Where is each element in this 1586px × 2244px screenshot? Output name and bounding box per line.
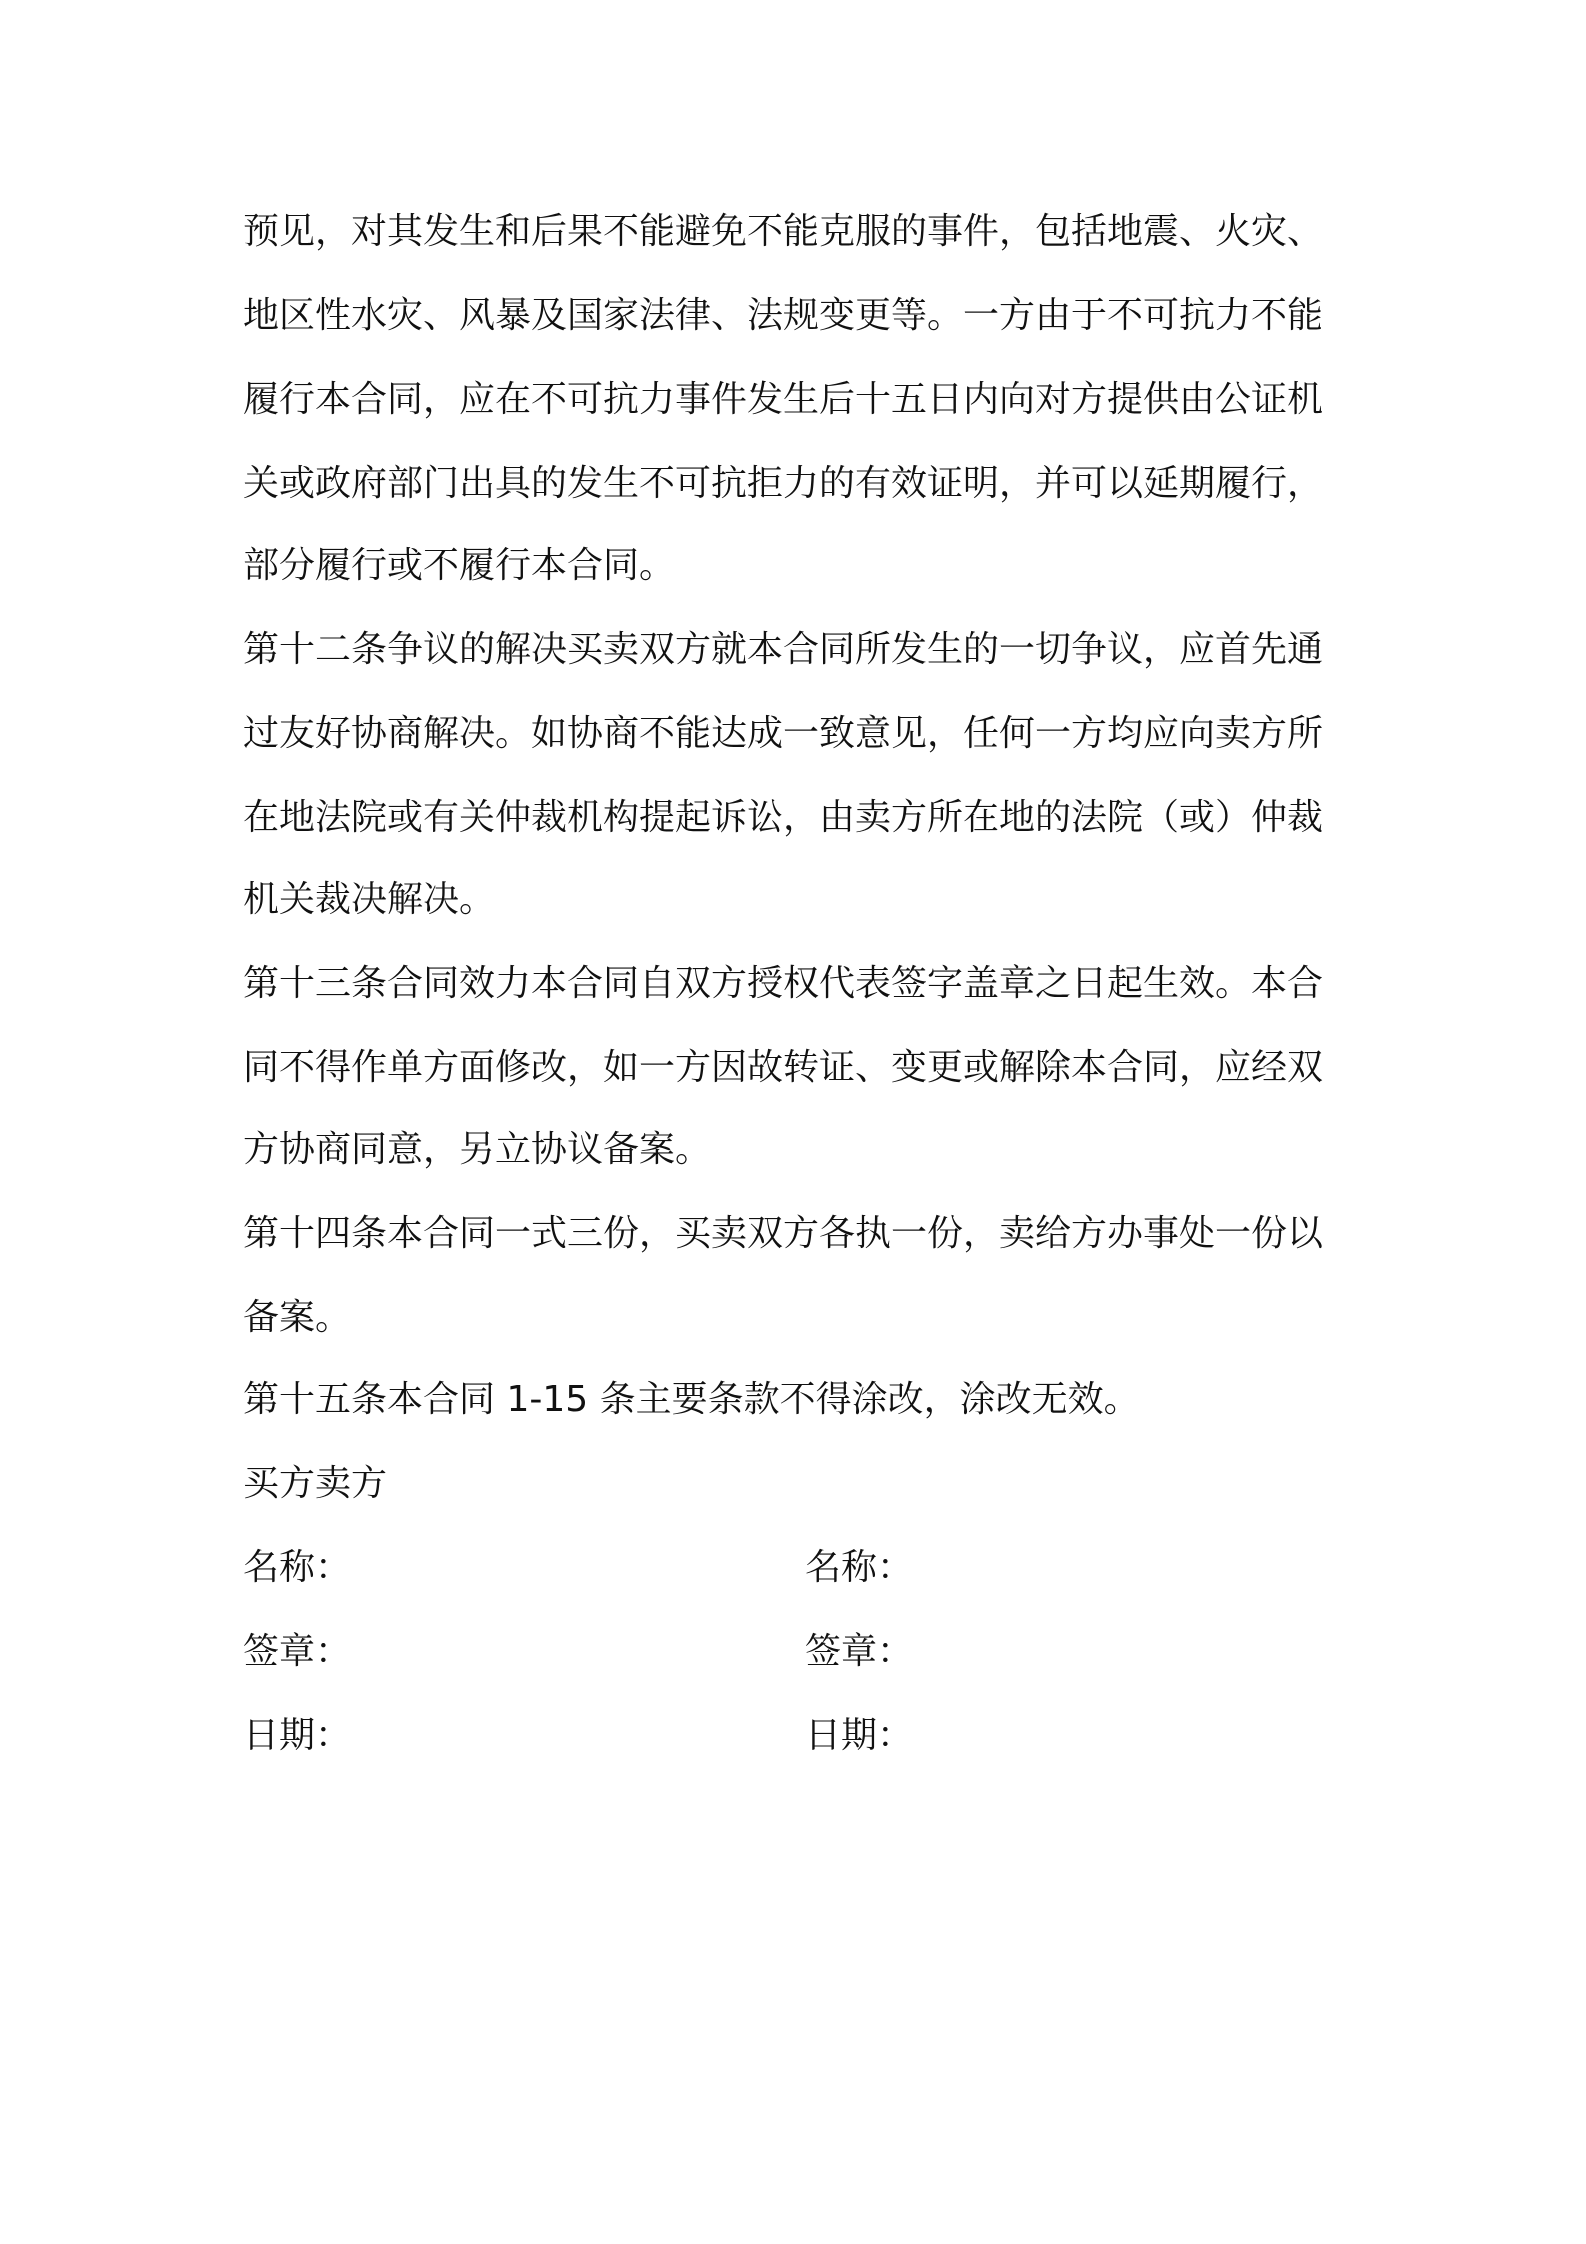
buyer-date-label: 日期： bbox=[243, 1715, 352, 1756]
buyer-seal-label: 签章： bbox=[243, 1631, 352, 1672]
seller-name-label: 名称： bbox=[805, 1547, 914, 1588]
text-line: 预见，对其发生和后果不能避免不能克服的事件，包括地震、火灾、 bbox=[243, 211, 1324, 252]
text-line: 过友好协商解决。如协商不能达成一致意见，任何一方均应向卖方所 bbox=[243, 713, 1324, 754]
parties-heading: 买方卖方 bbox=[243, 1463, 388, 1504]
buyer-name-label: 名称： bbox=[243, 1547, 352, 1588]
clause-14-heading-line: 第十四条本合同一式三份，买卖双方各执一份，卖给方办事处一份以 bbox=[243, 1213, 1324, 1254]
text-line: 在地法院或有关仲裁机构提起诉讼，由卖方所在地的法院（或）仲裁 bbox=[243, 797, 1324, 838]
text-line: 同不得作单方面修改，如一方因故转证、变更或解除本合同，应经双 bbox=[243, 1047, 1324, 1088]
text-line: 关或政府部门出具的发生不可抗拒力的有效证明，并可以延期履行， bbox=[243, 463, 1324, 504]
seller-seal-label: 签章： bbox=[805, 1631, 914, 1672]
text-line: 备案。 bbox=[243, 1297, 352, 1338]
clause-13-heading-line: 第十三条合同效力本合同自双方授权代表签字盖章之日起生效。本合 bbox=[243, 963, 1324, 1004]
text-line: 方协商同意，另立协议备案。 bbox=[243, 1129, 712, 1170]
clause-15-line: 第十五条本合同 1-15 条主要条款不得涂改，涂改无效。 bbox=[243, 1379, 1140, 1420]
seller-date-label: 日期： bbox=[805, 1715, 914, 1756]
text-line: 地区性水灾、风暴及国家法律、法规变更等。一方由于不可抗力不能 bbox=[243, 295, 1324, 336]
text-line: 部分履行或不履行本合同。 bbox=[243, 545, 676, 586]
text-line: 履行本合同，应在不可抗力事件发生后十五日内向对方提供由公证机 bbox=[243, 379, 1324, 420]
clause-12-heading-line: 第十二条争议的解决买卖双方就本合同所发生的一切争议，应首先通 bbox=[243, 629, 1324, 670]
text-line: 机关裁决解决。 bbox=[243, 879, 496, 920]
